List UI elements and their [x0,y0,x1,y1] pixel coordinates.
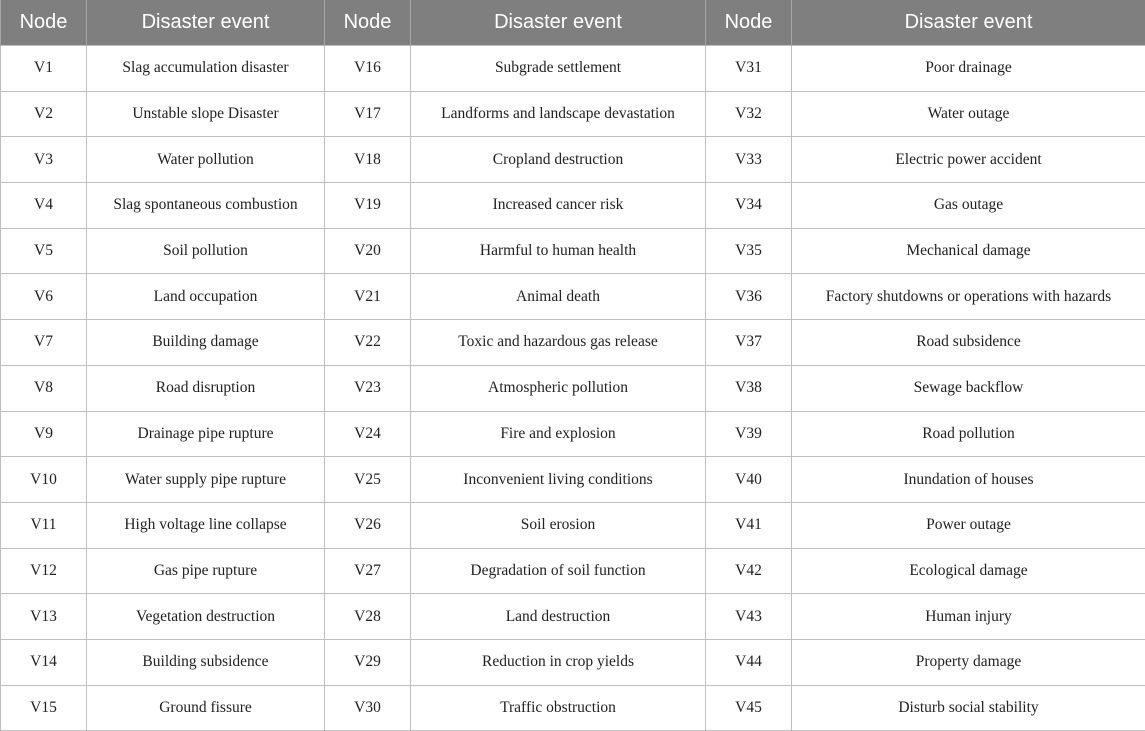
table-row [1,411,1145,457]
node-cell: V5 [1,228,87,274]
table-row [1,320,1145,366]
node-cell: V28 [325,594,411,640]
node-cell: V20 [325,228,411,274]
node-cell: V13 [1,594,87,640]
disaster-event-cell: Reduction in crop yields [411,639,706,685]
node-cell: V10 [1,457,87,503]
table-row [1,685,1145,731]
node-cell: V26 [325,502,411,548]
node-cell: V19 [325,183,411,229]
disaster-event-cell: Land destruction [411,594,706,640]
table-row [1,639,1145,685]
disaster-event-cell: Soil pollution [87,228,325,274]
table-row [1,548,1145,594]
disaster-event-cell: Inconvenient living conditions [411,457,706,503]
disaster-event-cell: Cropland destruction [411,137,706,183]
disaster-event-cell: Building damage [87,320,325,366]
node-cell: V14 [1,639,87,685]
node-cell: V2 [1,91,87,137]
header-disaster-event-2: Disaster event [411,0,706,46]
disaster-event-cell: Property damage [792,639,1145,685]
disaster-event-cell: Water supply pipe rupture [87,457,325,503]
node-cell: V29 [325,639,411,685]
node-cell: V40 [706,457,792,503]
disaster-event-cell: Increased cancer risk [411,183,706,229]
node-cell: V7 [1,320,87,366]
disaster-event-cell: Fire and explosion [411,411,706,457]
table-row [1,91,1145,137]
node-cell: V22 [325,320,411,366]
disaster-event-cell: Mechanical damage [792,228,1145,274]
node-cell: V35 [706,228,792,274]
disaster-event-cell: Soil erosion [411,502,706,548]
node-cell: V11 [1,502,87,548]
node-cell: V34 [706,183,792,229]
node-cell: V38 [706,365,792,411]
disaster-event-cell: Ecological damage [792,548,1145,594]
disaster-event-cell: Atmospheric pollution [411,365,706,411]
node-cell: V12 [1,548,87,594]
disaster-event-cell: Degradation of soil function [411,548,706,594]
disaster-event-cell: Ground fissure [87,685,325,731]
disaster-event-cell: Gas outage [792,183,1145,229]
node-cell: V30 [325,685,411,731]
disaster-event-cell: Water outage [792,91,1145,137]
node-cell: V27 [325,548,411,594]
node-cell: V44 [706,639,792,685]
node-cell: V37 [706,320,792,366]
header-disaster-event-3: Disaster event [792,0,1145,46]
node-cell: V1 [1,46,87,92]
disaster-event-cell: Animal death [411,274,706,320]
disaster-event-cell: Building subsidence [87,639,325,685]
disaster-event-cell: High voltage line collapse [87,502,325,548]
node-cell: V3 [1,137,87,183]
node-cell: V16 [325,46,411,92]
disaster-event-cell: Gas pipe rupture [87,548,325,594]
header-disaster-event-1: Disaster event [87,0,325,46]
header-row [1,0,1145,46]
node-cell: V6 [1,274,87,320]
node-cell: V39 [706,411,792,457]
table-row [1,365,1145,411]
disaster-event-cell: Sewage backflow [792,365,1145,411]
disaster-event-cell: Slag spontaneous combustion [87,183,325,229]
node-cell: V23 [325,365,411,411]
header-node-3: Node [706,0,792,46]
disaster-event-cell: Land occupation [87,274,325,320]
disaster-event-cell: Landforms and landscape devastation [411,91,706,137]
disaster-event-cell: Road pollution [792,411,1145,457]
disaster-event-cell: Poor drainage [792,46,1145,92]
disaster-event-cell: Power outage [792,502,1145,548]
header-node-1: Node [1,0,87,46]
node-cell: V15 [1,685,87,731]
disaster-event-cell: Water pollution [87,137,325,183]
node-cell: V25 [325,457,411,503]
table-row [1,183,1145,229]
disaster-event-cell: Factory shutdowns or operations with hazards [792,274,1145,320]
node-cell: V18 [325,137,411,183]
table-row [1,46,1145,92]
node-cell: V8 [1,365,87,411]
disaster-event-cell: Vegetation destruction [87,594,325,640]
disaster-event-cell: Road subsidence [792,320,1145,366]
disaster-event-cell: Drainage pipe rupture [87,411,325,457]
table-row [1,502,1145,548]
disaster-event-cell: Toxic and hazardous gas release [411,320,706,366]
disaster-event-cell: Human injury [792,594,1145,640]
disaster-event-cell: Harmful to human health [411,228,706,274]
table-row [1,457,1145,503]
table-body [1,46,1145,731]
table-row [1,594,1145,640]
disaster-event-cell: Subgrade settlement [411,46,706,92]
disaster-event-cell: Road disruption [87,365,325,411]
node-cell: V45 [706,685,792,731]
table-header [1,0,1145,46]
disaster-event-cell: Traffic obstruction [411,685,706,731]
node-cell: V31 [706,46,792,92]
node-cell: V24 [325,411,411,457]
node-cell: V9 [1,411,87,457]
node-cell: V4 [1,183,87,229]
node-cell: V17 [325,91,411,137]
node-cell: V32 [706,91,792,137]
disaster-event-cell: Disturb social stability [792,685,1145,731]
header-node-2: Node [325,0,411,46]
table-row [1,137,1145,183]
disaster-event-cell: Electric power accident [792,137,1145,183]
disaster-event-cell: Inundation of houses [792,457,1145,503]
disaster-event-cell: Unstable slope Disaster [87,91,325,137]
node-cell: V42 [706,548,792,594]
disaster-event-cell: Slag accumulation disaster [87,46,325,92]
node-cell: V36 [706,274,792,320]
node-cell: V43 [706,594,792,640]
node-cell: V41 [706,502,792,548]
node-cell: V21 [325,274,411,320]
node-cell: V33 [706,137,792,183]
table-row [1,274,1145,320]
table-row [1,228,1145,274]
